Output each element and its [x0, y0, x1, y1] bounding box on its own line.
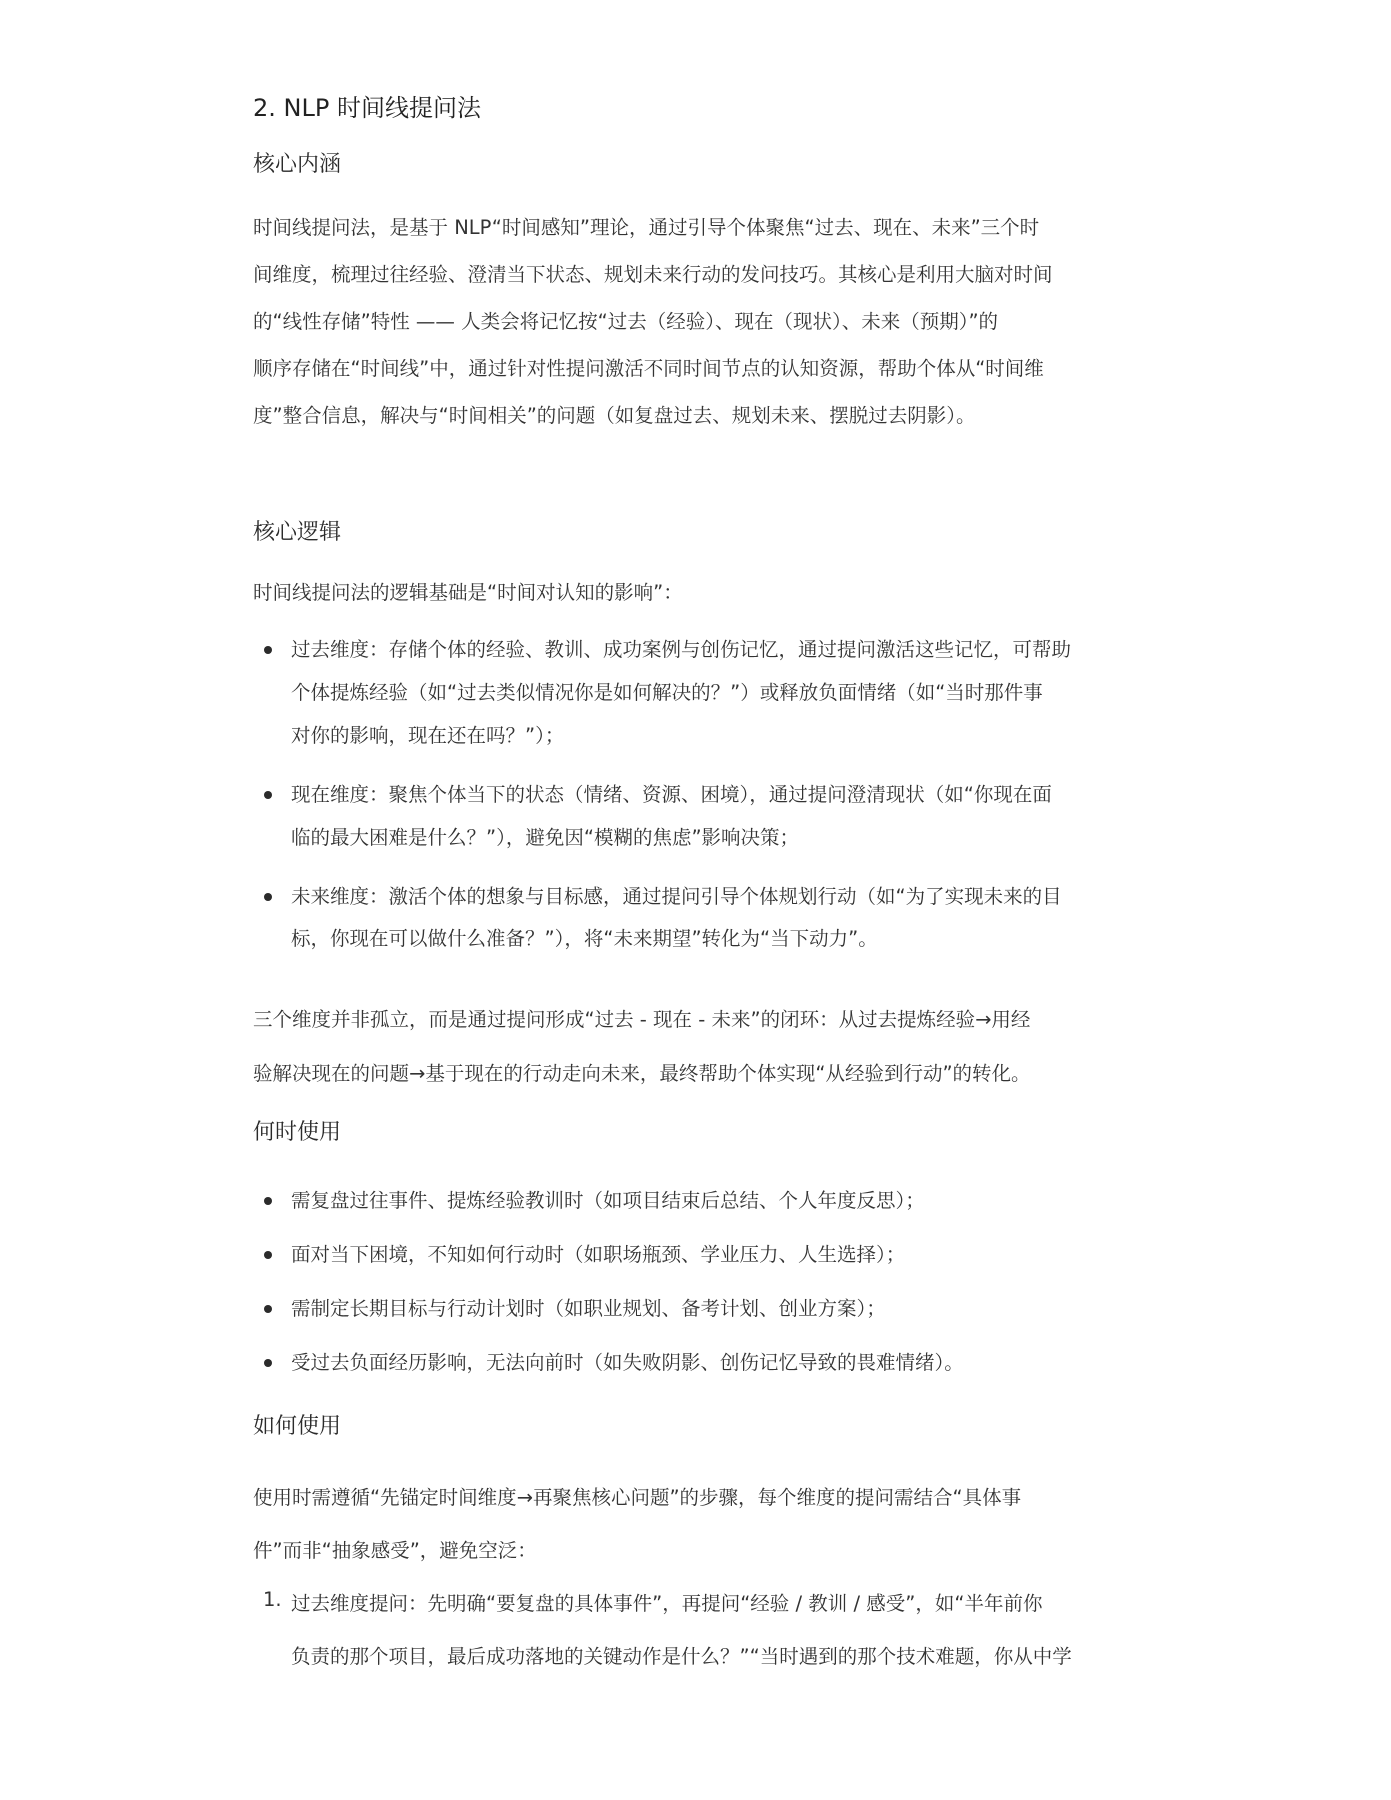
bullet-dot — [264, 1197, 272, 1205]
text-line: 度”整合信息，解决与“时间相关”的问题（如复盘过去、规划未来、摆脱过去阴影）。 — [253, 404, 976, 427]
bullet-dot — [264, 791, 272, 799]
text-line: 负责的那个项目，最后成功落地的关键动作是什么？”“当时遇到的那个技术难题，你从中学 — [291, 1645, 1072, 1668]
text-line: 时间线提问法，是基于 NLP“时间感知”理论，通过引导个体聚焦“过去、现在、未来”三个时 — [253, 216, 1040, 239]
bullet-dot — [264, 1305, 272, 1313]
text-line: 间维度，梳理过往经验、澄清当下状态、规划未来行动的发问技巧。其核心是利用大脑对时间 — [253, 263, 1053, 286]
list-item — [253, 1588, 1133, 1673]
text-line: 对你的影响，现在还在吗？”）； — [291, 724, 565, 747]
core-logic-list — [253, 634, 1133, 955]
text-line: 需复盘过往事件、提炼经验教训时（如项目结束后总结、个人年度反思）； — [291, 1189, 925, 1212]
core-meaning-paragraph — [253, 212, 1133, 432]
list-item — [253, 1347, 1133, 1379]
text-line: 受过去负面经历影响，无法向前时（如失败阴影、创伤记忆导致的畏难情绪）。 — [291, 1351, 964, 1374]
heading-how-to-use: 如何使用 — [253, 1414, 342, 1439]
text-line: 需制定长期目标与行动计划时（如职业规划、备考计划、创业方案）； — [291, 1297, 886, 1320]
text-line: 过去维度：存储个体的经验、教训、成功案例与创伤记忆，通过提问激活这些记忆，可帮助 — [291, 638, 1072, 661]
text-line: 面对当下困境，不知如何行动时（如职场瓶颈、学业压力、人生选择）； — [291, 1243, 906, 1266]
text-line: 使用时需遵循“先锚定时间维度→再聚焦核心问题”的步骤，每个维度的提问需结合“具体事 — [253, 1486, 1022, 1509]
how-to-use-steps — [253, 1588, 1133, 1673]
core-logic-intro — [253, 577, 1133, 609]
bullet-dot — [264, 893, 272, 901]
text-line: 现在维度：聚焦个体当下的状态（情绪、资源、困境），通过提问澄清现状（如“你现在面 — [291, 783, 1052, 806]
text-line: 时间线提问法的逻辑基础是“时间对认知的影响”： — [253, 581, 683, 604]
list-item — [253, 1293, 1133, 1347]
text-line: 三个维度并非孤立，而是通过提问形成“过去 - 现在 - 未来”的闭环：从过去提炼经验→用经 — [253, 1008, 1031, 1031]
text-line: 个体提炼经验（如“过去类似情况你是如何解决的？”）或释放负面情绪（如“当时那件事 — [291, 681, 1043, 704]
core-logic-summary — [253, 1004, 1133, 1090]
text-line: 件”而非“抽象感受”，避免空泛： — [253, 1539, 537, 1562]
text-line: 的“线性存储”特性 —— 人类会将记忆按“过去（经验）、现在（现状）、未来（预期）”的 — [253, 310, 999, 333]
section-title: 2. NLP 时间线提问法 — [253, 94, 481, 122]
heading-core-meaning: 核心内涵 — [253, 152, 342, 177]
list-item — [253, 881, 1133, 955]
list-item — [253, 634, 1133, 752]
text-line: 标，你现在可以做什么准备？”），将“未来期望”转化为“当下动力”。 — [291, 927, 878, 950]
bullet-dot — [264, 646, 272, 654]
text-line: 临的最大困难是什么？”），避免因“模糊的焦虑”影响决策； — [291, 826, 800, 849]
how-to-use-intro — [253, 1482, 1133, 1567]
step-number: 1. — [263, 1588, 282, 1611]
text-line: 未来维度：激活个体的想象与目标感，通过提问引导个体规划行动（如“为了实现未来的目 — [291, 885, 1062, 908]
list-item — [253, 779, 1133, 854]
text-line: 过去维度提问：先明确“要复盘的具体事件”，再提问“经验 / 教训 / 感受”，如“半年前你 — [291, 1592, 1043, 1615]
list-item — [253, 1239, 1133, 1293]
list-item — [253, 1185, 1133, 1239]
when-to-use-list — [253, 1185, 1133, 1379]
heading-core-logic: 核心逻辑 — [253, 520, 342, 545]
text-line: 验解决现在的问题→基于现在的行动走向未来，最终帮助个体实现“从经验到行动”的转化。 — [253, 1062, 1031, 1085]
bullet-dot — [264, 1251, 272, 1259]
heading-when-to-use: 何时使用 — [253, 1120, 342, 1145]
text-line: 顺序存储在“时间线”中，通过针对性提问激活不同时间节点的认知资源，帮助个体从“时间维 — [253, 357, 1044, 380]
bullet-dot — [264, 1359, 272, 1367]
